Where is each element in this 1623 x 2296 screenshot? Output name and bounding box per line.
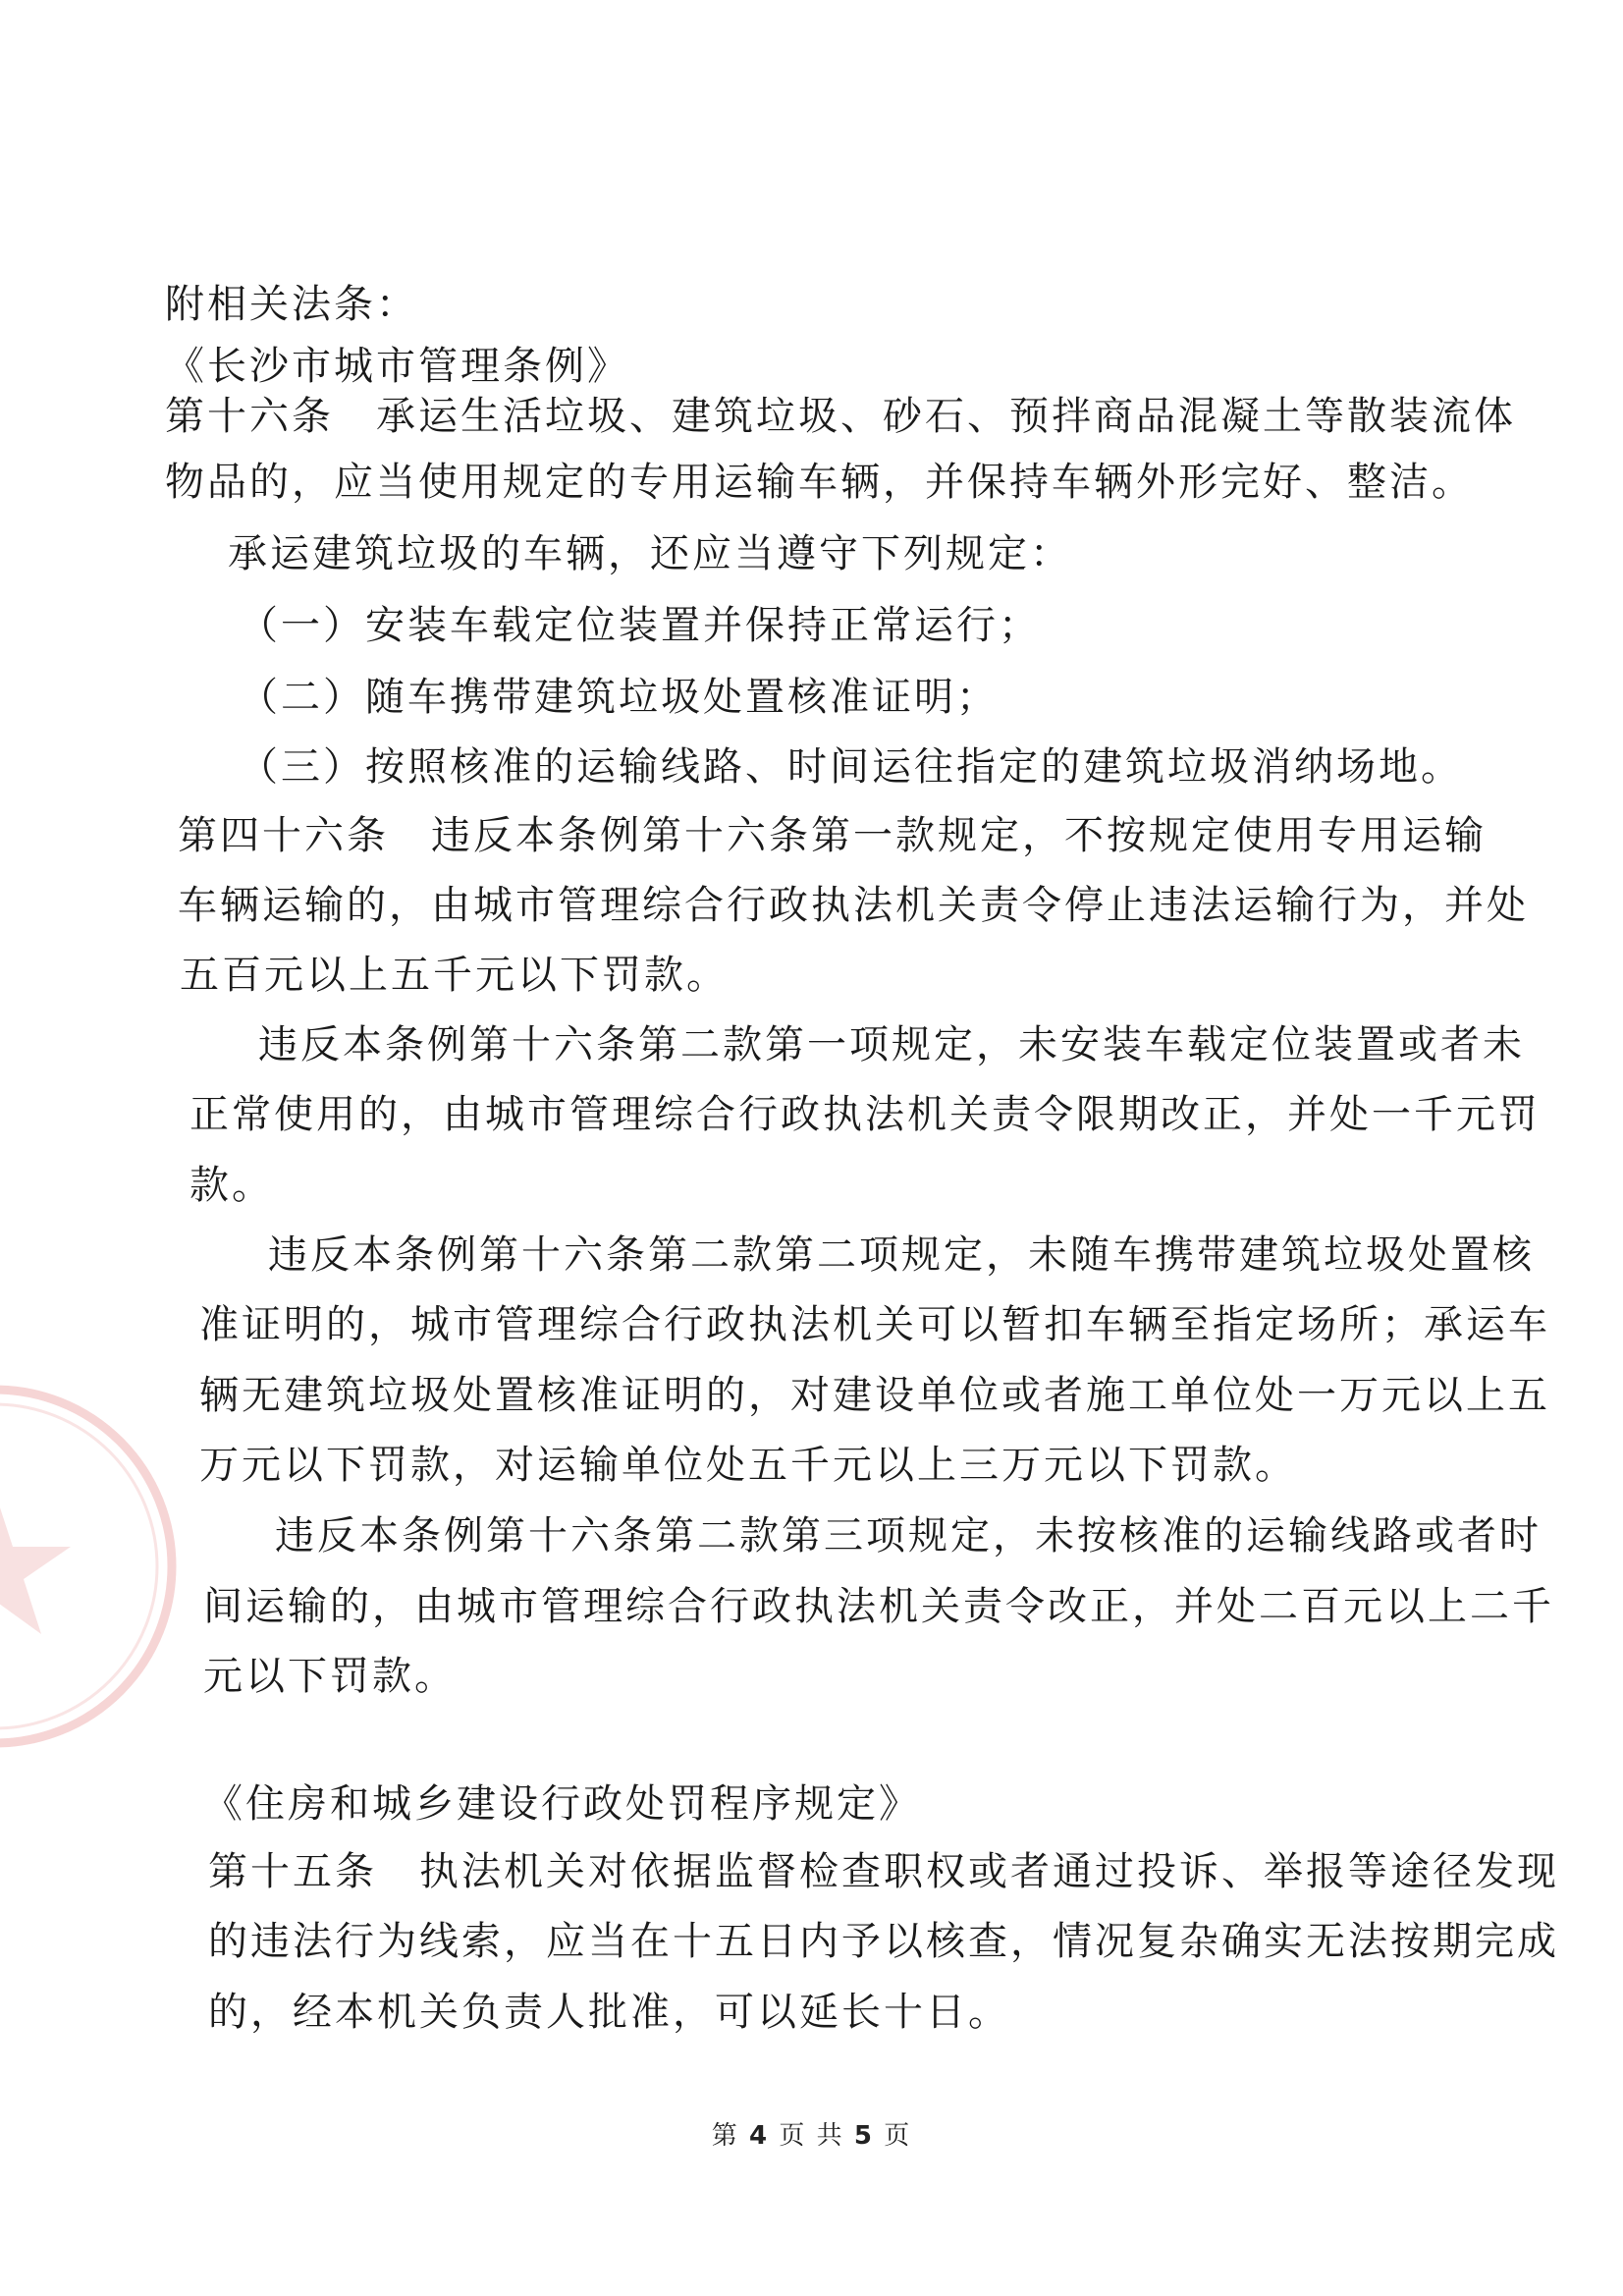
article-46-para2-line-3: 款。 [189,1163,274,1208]
article-46-para3-line-2: 准证明的，城市管理综合行政执法机关可以暂扣车辆至指定场所；承运车 [199,1302,1550,1347]
article-46-line-2: 车辆运输的，由城市管理综合行政执法机关责令停止违法运输行为，并处 [178,883,1529,928]
article-46-line-1: 第四十六条 违反本条例第十六条第一款规定，不按规定使用专用运输 [178,813,1487,858]
article-16-line-1: 第十六条 承运生活垃圾、建筑垃圾、砂石、预拌商品混凝土等散装流体 [165,394,1516,439]
page-footer [0,2115,1623,2152]
article-46-para4-line-3: 元以下罚款。 [203,1654,457,1699]
article-46-para3-line-1: 违反本条例第十六条第二款第二项规定，未随车携带建筑垃圾处置核 [268,1232,1535,1278]
article-16-item-3: （三）按照核准的运输线路、时间运往指定的建筑垃圾消纳场地。 [239,744,1463,790]
article-15-line-3: 的，经本机关负责人批准，可以延长十日。 [208,1990,1010,2035]
regulation-title-housing: 《住房和城乡建设行政处罚程序规定》 [203,1781,921,1827]
article-15-line-2: 的违法行为线索，应当在十五日内予以核查，情况复杂确实无法按期完成 [208,1919,1559,1964]
article-46-para3-line-4: 万元以下罚款，对运输单位处五千元以上三万元以下罚款。 [199,1443,1297,1488]
article-46-line-3: 五百元以上五千元以下罚款。 [180,953,729,998]
footer-prefix: 第 [711,2121,739,2151]
article-15-line-1: 第十五条 执法机关对依据监督检查职权或者通过投诉、举报等途径发现 [208,1849,1559,1894]
footer-middle: 页 共 [779,2121,844,2151]
intro-label: 附相关法条： [165,282,418,327]
article-46-para2-line-1: 违反本条例第十六条第二款第一项规定，未安装车载定位装置或者未 [258,1022,1525,1067]
article-46-para2-line-2: 正常使用的，由城市管理综合行政执法机关责令限期改正，并处一千元罚 [189,1092,1541,1137]
footer-current-page: 4 [749,2121,770,2151]
footer-suffix: 页 [884,2121,912,2151]
footer-total-pages: 5 [853,2121,874,2151]
article-16-line-3: 承运建筑垃圾的车辆，还应当遵守下列规定： [228,531,1072,576]
red-seal-stamp-icon [0,1375,187,1758]
article-16-item-1: （一）安装车载定位装置并保持正常运行； [239,603,1041,648]
article-46-para3-line-3: 辆无建筑垃圾处置核准证明的，对建设单位或者施工单位处一万元以上五 [199,1373,1550,1418]
article-16-item-2: （二）随车携带建筑垃圾处置核准证明； [239,675,999,720]
article-16-line-2: 物品的，应当使用规定的专用运输车辆，并保持车辆外形完好、整洁。 [165,460,1474,505]
regulation-title-changsha: 《长沙市城市管理条例》 [165,344,629,389]
article-46-para4-line-2: 间运输的，由城市管理综合行政执法机关责令改正，并处二百元以上二千 [203,1584,1554,1629]
article-46-para4-line-1: 违反本条例第十六条第二款第三项规定，未按核准的运输线路或者时 [275,1513,1542,1558]
